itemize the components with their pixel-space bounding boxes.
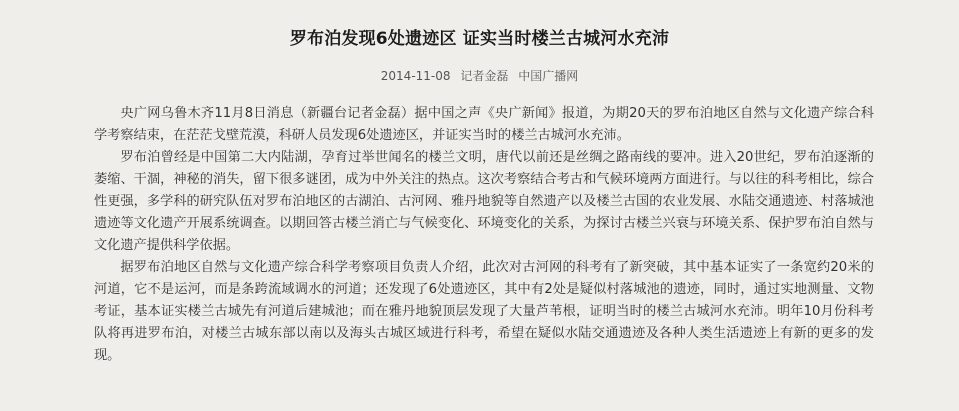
article-body bbox=[94, 103, 874, 367]
source: 中国广播网 bbox=[518, 69, 579, 83]
paragraph-intro: 央广网乌鲁木齐11月8日消息（新疆台记者金磊）据中国之声《央广新闻》报道，为期20天的罗布泊地区自然与文化遗产综合科学考察结束，在茫茫戈壁荒漠，科研人员发现6处遗迹区，并证实当时的楼兰古城河水充沛。 bbox=[94, 106, 874, 143]
publish-date: 2014-11-08 bbox=[380, 69, 451, 83]
article-meta bbox=[0, 67, 959, 84]
article-title: 罗布泊发现6处遗迹区 证实当时楼兰古城河水充沛 bbox=[289, 29, 670, 49]
author: 记者金磊 bbox=[460, 69, 509, 83]
paragraph-background: 罗布泊曾经是中国第二大内陆湖，孕育过举世闻名的楼兰文明，唐代以前还是丝绸之路南线的要冲。进入20世纪，罗布泊逐渐的萎缩、干涸，神秘的消失，留下很多谜团，成为中外关注的热点。这次考察结合考古和气候环境两方面进行。与以往的科考相比，综合性更强，多学科的研究队伍对罗布泊地区的古湖泊、古河网、雅丹地貌等自然遗产以及楼兰古国的农业发展、水陆交通遗迹、村落城池遗迹等文化遗产开展系统调查。以期回答古楼兰消亡与气候变化、环境变化的关系，为探讨古楼兰兴衰与环境关系、保护罗布泊自然与文化遗产提供科学依据。 bbox=[94, 150, 874, 253]
paragraph-findings: 据罗布泊地区自然与文化遗产综合科学考察项目负责人介绍，此次对古河网的科考有了新突破，其中基本证实了一条宽约20米的河道，它不是运河，而是条跨流域调水的河道；还发现了6处遗迹区，其中有2处是疑似村落城池的遗迹，同时，通过实地测量、文物考证，基本证实楼兰古城先有河道后建城池；而在雅丹地貌顶层发现了大量芦苇根，证明当时的楼兰古城河水充沛。明年10月份科考队将再进罗布泊，对楼兰古城东部以南以及海头古城区域进行科考，希望在疑似水陆交通遗迹及各种人类生活遗迹上有新的更多的发现。 bbox=[94, 260, 874, 363]
